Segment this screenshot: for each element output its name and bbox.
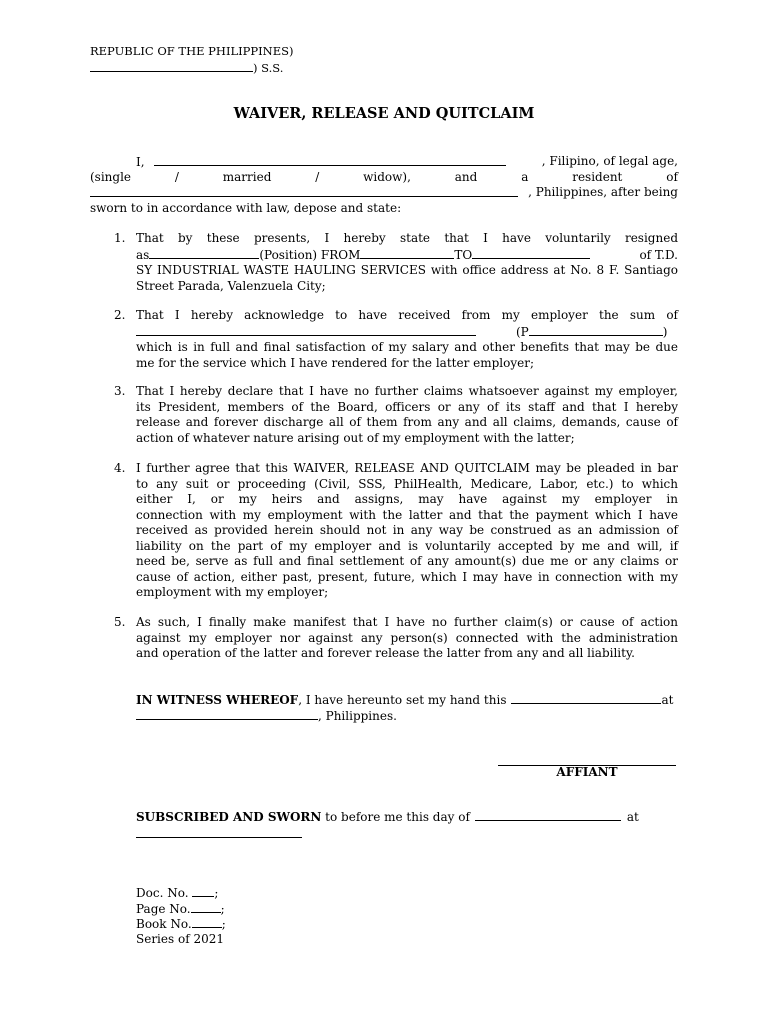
clause-line: me for the service which I have rendered for the latter employer;: [136, 355, 535, 370]
clause-line: SY INDUSTRIAL WASTE HAULING SERVICES with office address at No. 8 F. Santiago: [136, 263, 678, 277]
clause-number: 3.: [114, 384, 126, 398]
witness-day-blank[interactable]: [511, 692, 661, 704]
witness-line-2: [136, 708, 397, 725]
clause-line: cause of action, either past, present, future, which I may have in connection with my: [136, 569, 678, 584]
clause-line: I further agree that this WAIVER, RELEASE AND QUITCLAIM may be pleaded in bar: [136, 461, 678, 475]
intro-line-1: [136, 154, 678, 171]
clause-line: liability on the part of my employer and is voluntarily accepted by me and will, if: [136, 538, 678, 553]
page-no-line: Page No. ;: [136, 902, 225, 916]
clause-1: [114, 231, 678, 294]
sworn-heading: SUBSCRIBED AND SWORN: [136, 810, 322, 824]
witness-philippines: , Philippines.: [318, 709, 397, 723]
clause-line: That by these presents, I hereby state that I have voluntarily resigned: [136, 231, 678, 245]
clause-3: [114, 384, 678, 446]
clause-line: as (Position) FROM TO of T.D.: [136, 247, 678, 262]
intro-line-4: sworn to in accordance with law, depose and state:: [90, 201, 402, 215]
doc-no-blank[interactable]: [192, 885, 214, 897]
clause-line: connection with my employment with the latter and that the payment which I have: [136, 507, 678, 522]
book-no-label: Book No.: [136, 917, 192, 931]
clause-line: its President, members of the Board, officers or any of its staff and that I hereby: [136, 399, 678, 414]
affiant-label: AFFIANT: [556, 765, 618, 779]
sworn-place-blank[interactable]: [136, 826, 302, 838]
clause-line: employment with my employer;: [136, 585, 329, 599]
sworn-at: at: [626, 810, 639, 824]
witness-heading: IN WITNESS WHEREOF: [136, 693, 299, 707]
clause-4: [114, 461, 678, 601]
book-no-line: Book No. ;: [136, 917, 226, 931]
ss-label: ) S.S.: [253, 61, 284, 75]
clause-number: 2.: [114, 308, 126, 322]
clause-line: to any suit or proceeding (Civil, SSS, PhilHealth, Medicare, Labor, etc.) to which: [136, 476, 678, 491]
clause-line: That I hereby declare that I have no further claims whatsoever against my employer,: [136, 384, 678, 398]
document-title: WAIVER, RELEASE AND QUITCLAIM: [233, 105, 535, 122]
clause-line: received as provided herein should not in any way be construed as an admission of: [136, 523, 678, 537]
clause-line: and operation of the latter and forever release the latter from any and all liability.: [136, 646, 635, 660]
clause-2: [114, 308, 678, 371]
clause-number: 4.: [114, 461, 126, 475]
clause-line: That I hereby acknowledge to have received from my employer the sum of: [136, 308, 678, 322]
witness-place-blank[interactable]: [136, 708, 318, 720]
clause-line: action of whatever nature arising out of my employment with the latter;: [136, 430, 575, 445]
page-no-blank[interactable]: [191, 901, 221, 913]
venue-line-1: [90, 44, 294, 60]
sworn-day-blank[interactable]: [475, 809, 621, 821]
witness-at: at: [661, 693, 674, 707]
status-word: /: [315, 170, 320, 184]
name-blank[interactable]: [154, 154, 506, 166]
republic-label: REPUBLIC OF THE PHILIPPINES): [90, 44, 294, 58]
status-word: and: [454, 170, 478, 184]
status-word: widow),: [363, 170, 411, 184]
clause-line: (P ): [136, 324, 678, 341]
intro-line-3: [90, 185, 678, 202]
clause-line: against my employer nor against any person(s) connected with the administration: [136, 630, 678, 645]
status-word: /: [174, 170, 179, 184]
intro-filipino: , Filipino, of legal age,: [541, 154, 678, 168]
venue-city-blank[interactable]: [90, 60, 253, 72]
clause-line: Street Parada, Valenzuela City;: [136, 278, 326, 293]
clause-line: need be, serve as full and final settlement of any amount(s) due me or any claims or: [136, 554, 678, 568]
status-word: a: [521, 170, 529, 184]
clause-line: which is in full and final satisfaction of my salary and other benefits that may be due: [136, 340, 678, 354]
page-no-label: Page No.: [136, 902, 191, 916]
clause-line: As such, I finally make manifest that I have no further claim(s) or cause of action: [136, 615, 678, 629]
to-date-blank[interactable]: [472, 247, 590, 259]
status-word: (single: [90, 170, 132, 184]
intro-line-2: [90, 170, 678, 186]
status-word: of: [666, 170, 678, 184]
amount-words-blank[interactable]: [136, 324, 476, 336]
book-no-blank[interactable]: [192, 916, 222, 928]
amount-figures-blank[interactable]: [529, 324, 663, 336]
doc-no-line: Doc. No. ;: [136, 886, 219, 900]
sworn-line-2: [136, 826, 302, 843]
venue-line-2: [90, 60, 283, 77]
intro-i: I,: [136, 155, 145, 169]
sworn-text: to before me this day of: [321, 810, 470, 824]
from-date-blank[interactable]: [360, 247, 454, 259]
intro-philippines: , Philippines, after being: [528, 185, 678, 199]
status-word: married: [222, 170, 272, 184]
witness-text: , I have hereunto set my hand this: [298, 693, 507, 707]
series-line: Series of 2021: [136, 932, 224, 946]
doc-no-label: Doc. No.: [136, 886, 189, 900]
clause-number: 5.: [114, 615, 126, 629]
clause-line: either I, or my heirs and assigns, may have against my employer in: [136, 492, 678, 506]
clause-5: [114, 615, 678, 662]
clause-number: 1.: [114, 231, 126, 245]
clause-line: release and forever discharge all of them from any and all claims, demands, cause of: [136, 415, 678, 429]
witness-line-1: [136, 692, 678, 709]
position-blank[interactable]: [149, 247, 259, 259]
sworn-line-1: [136, 809, 678, 826]
status-word: resident: [572, 170, 623, 184]
residence-blank[interactable]: [90, 185, 518, 197]
